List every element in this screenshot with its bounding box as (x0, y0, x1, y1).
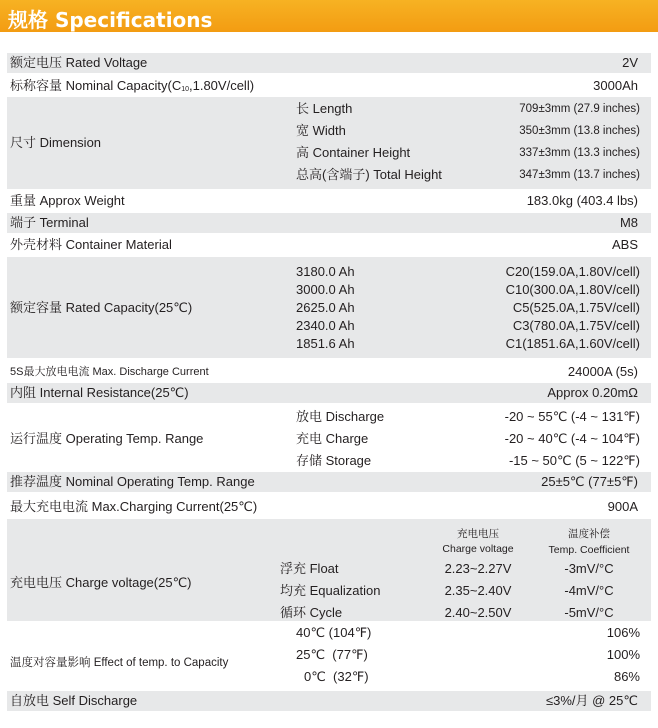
temp-effect-label: 温度对容量影响 Effect of temp. to Capacity (10, 657, 229, 669)
rated-capacity-ah: 3180.0 Ah (296, 264, 355, 279)
charge-mode-name: 均充 Equalization (280, 583, 381, 598)
temp-effect-temp: 25℃ (77℉) (296, 647, 368, 662)
charge-mode-name: 循环 Cycle (280, 605, 343, 620)
operating-temp-item-name: 存储 Storage (296, 453, 372, 468)
max-charging-current-value: 900A (607, 499, 638, 514)
operating-temp-item-value: -20 ~ 40℃ (-4 ~ 104℉) (504, 431, 640, 446)
temp-coefficient-col-header-cn: 温度补偿 (568, 528, 610, 540)
rated-capacity-rate: C3(780.0A,1.75V/cell) (512, 318, 640, 333)
row-band (7, 213, 651, 233)
temp-effect-temp: 40℃ (104℉) (296, 625, 372, 640)
dimension-item-name: 长 Length (296, 101, 353, 116)
temp-effect-value: 100% (606, 647, 640, 662)
dimension-item-name: 总高(含端子) Total Height (296, 167, 442, 182)
rated-capacity-rate: C10(300.0A,1.80V/cell) (505, 282, 640, 297)
section-header (0, 0, 658, 32)
charge-mode-name: 浮充 Float (280, 561, 339, 576)
charge-mode-coefficient: -3mV/°C (564, 561, 614, 576)
charge-mode-voltage: 2.35~2.40V (444, 583, 512, 598)
charge-voltage-label: 充电电压 Charge voltage(25℃) (10, 575, 192, 590)
rated-voltage-value: 2V (622, 55, 638, 70)
max-discharge-label: 5S最大放电电流 Max. Discharge Current (10, 366, 209, 378)
section-title: 规格 Specifications (8, 8, 213, 32)
internal-resistance-label: 内阻 Internal Resistance(25℃) (10, 385, 189, 400)
operating-temp-item-value: -15 ~ 50℃ (5 ~ 122℉) (508, 453, 640, 468)
container-material-label: 外壳材料 Container Material (10, 237, 172, 252)
nominal-operating-temp-label: 推荐温度 Nominal Operating Temp. Range (10, 474, 255, 489)
charge-mode-voltage: 2.23~2.27V (444, 561, 512, 576)
terminal-label: 端子 Terminal (10, 215, 89, 230)
max-discharge-value: 24000A (5s) (567, 364, 638, 379)
dimension-item-value: 709±3mm (27.9 inches) (519, 103, 640, 115)
dimension-item-value: 347±3mm (13.7 inches) (519, 169, 640, 181)
dimension-item-name: 高 Container Height (296, 145, 411, 160)
weight-value: 183.0kg (403.4 lbs) (526, 193, 638, 208)
charge-mode-voltage: 2.40~2.50V (444, 605, 512, 620)
temp-effect-value: 86% (613, 669, 640, 684)
rated-capacity-ah: 1851.6 Ah (296, 336, 355, 351)
rated-voltage-label: 额定电压 Rated Voltage (10, 55, 148, 70)
rated-capacity-ah: 3000.0 Ah (296, 282, 355, 297)
max-charging-current-label: 最大充电电流 Max.Charging Current(25℃) (10, 499, 258, 514)
charge-mode-coefficient: -4mV/°C (564, 583, 614, 598)
charge-voltage-col-header-cn: 充电电压 (457, 528, 499, 540)
nominal-capacity-subscript: 10 (181, 86, 189, 93)
rated-capacity-rate: C5(525.0A,1.75V/cell) (512, 300, 640, 315)
dimension-item-name: 宽 Width (296, 123, 346, 138)
dimension-item-value: 350±3mm (13.8 inches) (519, 125, 640, 137)
self-discharge-label: 自放电 Self Discharge (10, 693, 138, 708)
internal-resistance-value: Approx 0.20mΩ (547, 385, 638, 400)
rated-capacity-rate: C20(159.0A,1.80V/cell) (505, 264, 640, 279)
temp-effect-temp: 0℃ (32℉) (304, 669, 369, 684)
operating-temp-item-name: 充电 Charge (296, 431, 369, 446)
charge-voltage-col-header-en: Charge voltage (442, 543, 514, 555)
nominal-capacity-label: 标称容量 Nominal $Capacity(C_{10},1.80V/cell)$ (10, 78, 255, 93)
operating-temp-item-value: -20 ~ 55℃ (-4 ~ 131℉) (504, 409, 640, 424)
weight-label: 重量 Approx Weight (10, 193, 125, 208)
rated-capacity-rate: C1(1851.6A,1.60V/cell) (505, 336, 640, 351)
dimension-label: 尺寸 Dimension (10, 135, 102, 150)
dimension-item-value: 337±3mm (13.3 inches) (519, 147, 640, 159)
nominal-operating-temp-value: 25±5℃ (77±5℉) (541, 474, 638, 489)
temp-coefficient-col-header-en: Temp. Coefficient (548, 544, 630, 556)
terminal-value: M8 (619, 215, 638, 230)
nominal-capacity-value: 3000Ah (593, 78, 638, 93)
self-discharge-value: ≤3%/月 @ 25℃ (545, 693, 638, 708)
temp-effect-value: 106% (606, 625, 640, 640)
rated-capacity-ah: 2625.0 Ah (296, 300, 355, 315)
charge-mode-coefficient: -5mV/°C (564, 605, 614, 620)
operating-temp-label: 运行温度 Operating Temp. Range (10, 431, 204, 446)
operating-temp-item-name: 放电 Discharge (296, 409, 385, 424)
container-material-value: ABS (611, 237, 638, 252)
rated-capacity-ah: 2340.0 Ah (296, 318, 355, 333)
rated-capacity-label: 额定容量 Rated Capacity(25℃) (10, 300, 193, 315)
